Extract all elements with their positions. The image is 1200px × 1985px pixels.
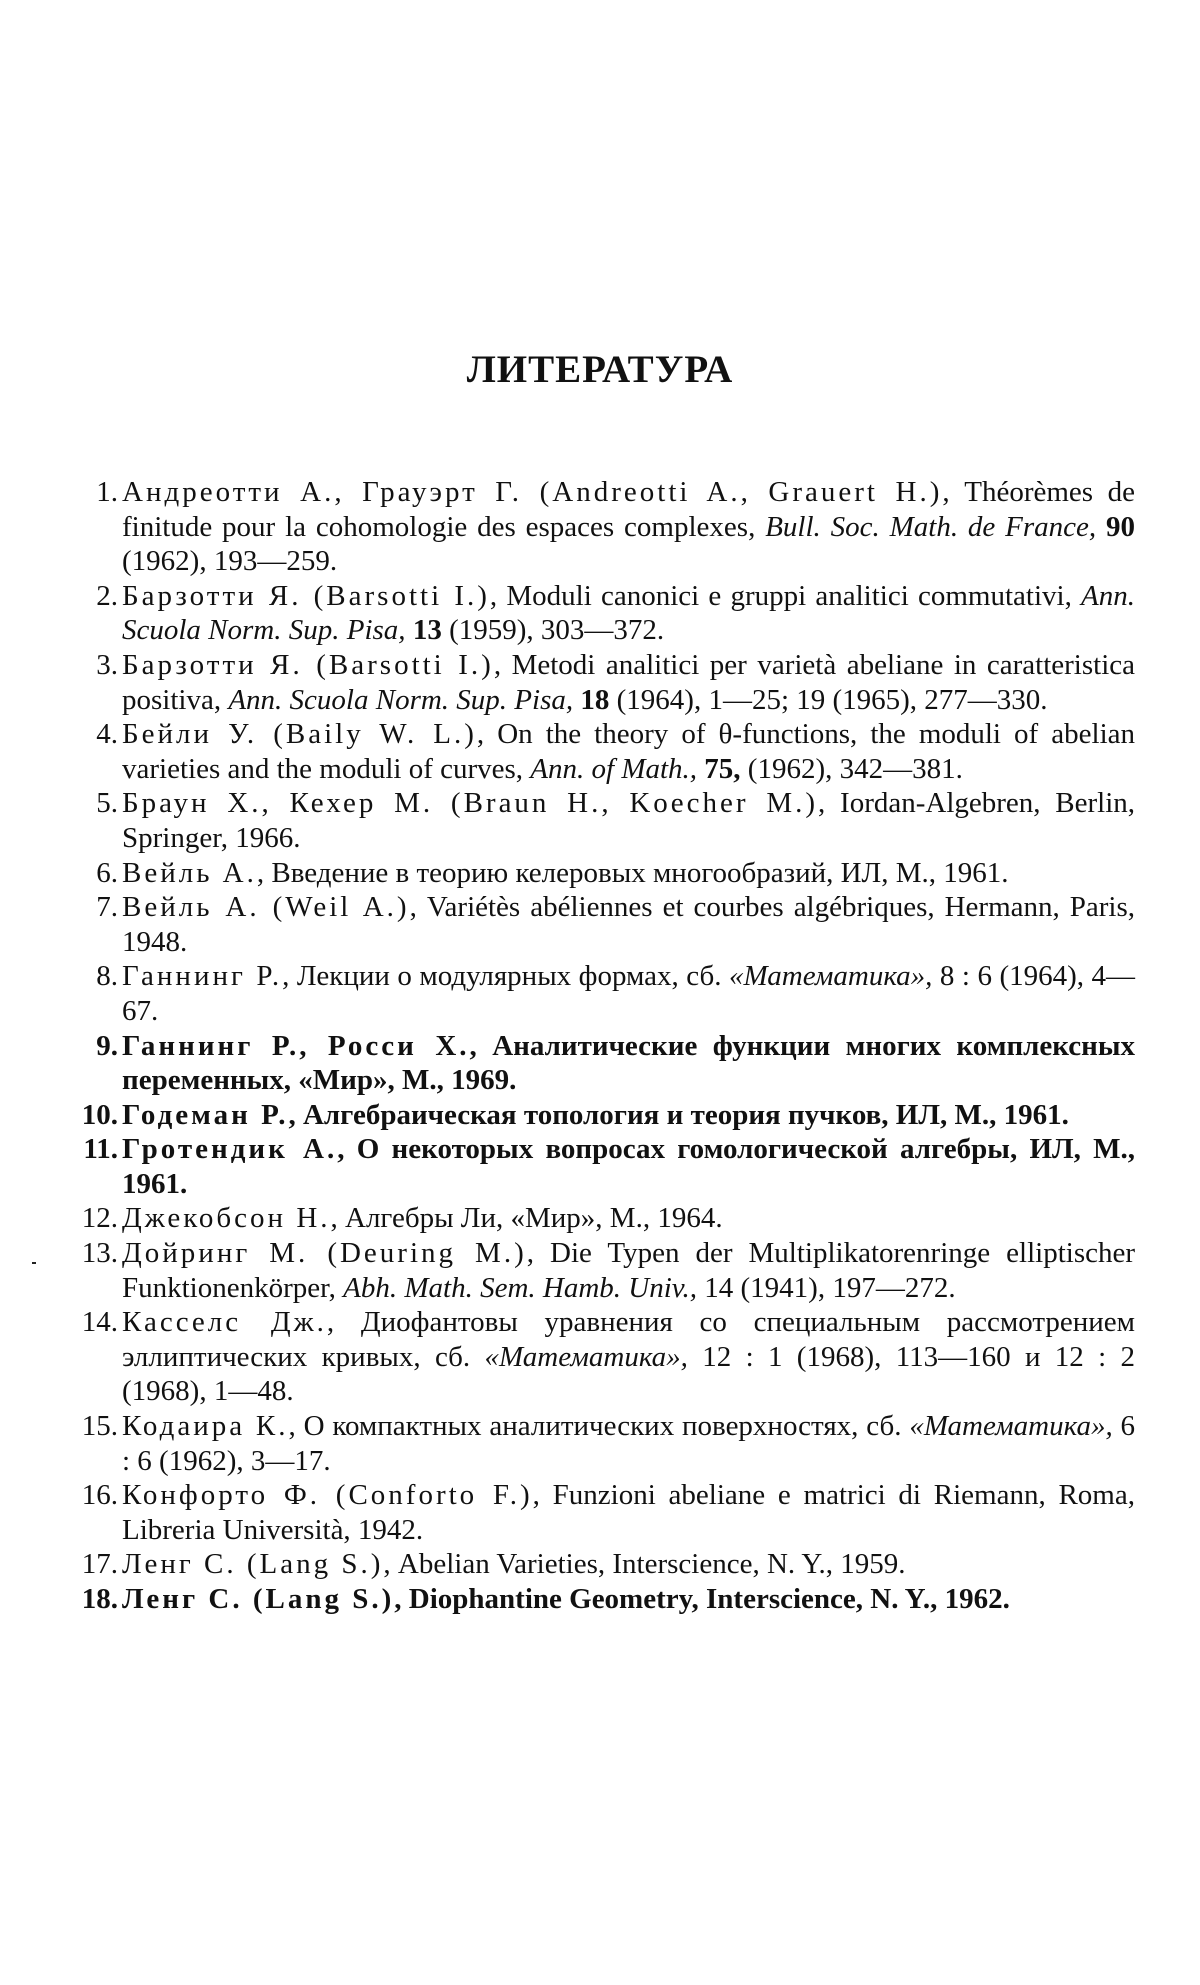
reference-item: 7. Вейль А. (Weil A.), Variétès abéliennes et courbes algébriques, Hermann, Paris, 1948. [60,890,1135,959]
reference-number: 2. [96,579,118,612]
reference-journal: Bull. Soc. Math. de France, [765,510,1097,543]
reference-journal: «Математика», [484,1340,688,1373]
reference-authors: Вейль А. (Weil A.) [122,891,410,924]
page-title: ЛИТЕРАТУРА [466,348,734,391]
reference-title: Théorèmes de finitude pour la cohomologie des espaces complexes, [122,476,1136,543]
reference-item: 17. Ленг С. (Lang S.), Abelian Varieties, Interscience, N. Y., 1959. [60,1547,1135,1582]
reference-list [60,475,1135,1617]
reference-item: 2. Барзотти Я. (Barsotti I.), Moduli canonici e gruppi analitici commutativi, Ann. Scuola Norm. Sup. Pisa, 13 (1959), 303—372. [60,579,1135,648]
reference-authors: Вейль А. [122,856,257,889]
reference-authors: Ленг С. (Lang S.) [122,1548,384,1581]
reference-journal: Ann. Scuola Norm. Sup. Pisa, [228,683,574,716]
reference-number: 7. [96,891,118,924]
reference-item: 10. Годеман Р., Алгебраическая топология и теория пучков, ИЛ, М., 1961. [60,1098,1135,1133]
reference-journal: Ann. of Math., [530,752,698,785]
reference-number: 5. [96,787,118,820]
reference-item: 3. Барзотти Я. (Barsotti I.), Metodi analitici per varietà abeliane in caratteristica positiva, Ann. Scuola Norm. Sup. Pisa, 18 (1964), 1—25; 19 (1965), 277—330. [60,648,1135,717]
reference-item: 13. Дойринг М. (Deuring M.), Die Typen der Multiplikatorenringe elliptischer Funktionenkörper, Abh. Math. Sem. Hamb. Univ., 14 (1941), 197—272. [60,1236,1135,1305]
reference-number: 4. [96,718,118,751]
reference-title: Variétès abéliennes et courbes algébriques, Hermann, Paris, 1948. [122,891,1135,958]
reference-title: Аналитические функции многих комплексных переменных, «Мир», М., 1969. [122,1029,1136,1097]
reference-authors: Барзотти Я. (Barsotti I.) [122,579,490,612]
reference-authors: Джекобсон Н. [122,1202,331,1235]
reference-title: Лекции о модулярных формах, сб. [296,960,722,993]
reference-number: 17. [81,1548,118,1581]
reference-item: 11. Гротендик А., О некоторых вопросах гомологической алгебры, ИЛ, М., 1961. [60,1132,1135,1201]
reference-volume: 75, [704,752,741,785]
reference-number: 1. [96,476,118,508]
reference-volume: 90 [1106,510,1136,543]
reference-title: Диофантовы уравнения со специальным рассмотрением эллиптических кривых, сб. [122,1306,1136,1373]
reference-details: 6 : 6 (1962), 3—17. [122,1410,1136,1477]
reference-title: Moduli canonici e gruppi analitici commutativi, [506,579,1072,612]
reference-authors: Бейли У. (Baily W. L.) [122,718,477,751]
reference-journal: «Математика», [729,960,933,993]
reference-number: 11. [83,1133,118,1166]
reference-item: 14. Касселс Дж., Диофантовы уравнения со специальным рассмотрением эллиптических кривых, сб. «Математика», 12 : 1 (1968), 113—160 и 12 : 2 (1968), 1—48. [60,1305,1135,1409]
reference-item: 18. Ленг С. (Lang S.), Diophantine Geometry, Interscience, N. Y., 1962. [60,1582,1135,1617]
reference-title: Die Typen der Multiplikatorenringe elliptischer Funktionenkörper, [122,1237,1136,1304]
reference-item: 1. Андреотти А., Грауэрт Г. (Andreotti A., Grauert H.), Théorèmes de finitude pour la cohomologie des espaces complexes, Bull. Soc. Math. de France, 90 (1962), 193—259. [60,475,1135,579]
reference-details: (1962), 193—259. [122,545,338,578]
reference-authors: Конфорто Ф. (Conforto F.) [122,1479,533,1512]
reference-details: (1962), 342—381. [747,752,963,785]
reference-number: 8. [96,960,118,993]
reference-details: 12 : 1 (1968), 113—160 и 12 : 2 (1968), 1—48. [122,1340,1136,1408]
reference-authors: Браун Х., Кехер М. (Braun H., Koecher M.) [122,787,819,820]
reference-item: 9. Ганнинг Р., Росси Х., Аналитические функции многих комплексных переменных, «Мир», М., 1969. [60,1029,1135,1098]
reference-title: Diophantine Geometry, Interscience, N. Y., 1962. [408,1583,1010,1615]
reference-item: 12. Джекобсон Н., Алгебры Ли, «Мир», М., 1964. [60,1201,1135,1236]
reference-authors: Годеман Р. [122,1098,289,1131]
reference-volume: 13 [412,614,442,647]
reference-authors: Касселс Дж. [122,1306,327,1339]
reference-item: 15. Кодаира К., О компактных аналитических поверхностях, сб. «Математика», 6 : 6 (1962), 3—17. [60,1409,1135,1478]
margin-mark [32,1262,36,1264]
reference-authors: Кодаира К. [122,1410,289,1443]
reference-journal: Abh. Math. Sem. Hamb. Univ., [343,1271,697,1304]
reference-item: 4. Бейли У. (Baily W. L.), On the theory of θ-functions, the moduli of abelian varieties and the moduli of curves, Ann. of Math., 75, (1962), 342—381. [60,717,1135,786]
reference-authors: Ганнинг Р. [122,960,283,993]
reference-authors: Барзотти Я. (Barsotti I.) [122,648,494,681]
reference-number: 12. [81,1202,118,1235]
reference-details: (1964), 1—25; 19 (1965), 277—330. [616,683,1048,716]
reference-authors: Гротендик А. [122,1133,338,1166]
reference-authors: Дойринг М. (Deuring M.) [122,1237,527,1270]
reference-details: 14 (1941), 197—272. [704,1271,956,1304]
reference-title: Алгебры Ли, «Мир», М., 1964. [345,1202,723,1235]
reference-authors: Андреотти А., Грауэрт Г. (Andreotti A., Grauert H.) [122,476,943,508]
reference-title: Iordan-Algebren, Berlin, Springer, 1966. [122,787,1136,854]
reference-authors: Ганнинг Р., Росси Х. [122,1029,470,1062]
reference-number: 10. [81,1098,118,1131]
reference-title: Metodi analitici per varietà abeliane in caratteristica positiva, [122,648,1136,716]
reference-number: 16. [81,1479,118,1512]
reference-item: 8. Ганнинг Р., Лекции о модулярных формах, сб. «Математика», 8 : 6 (1964), 4—67. [60,959,1135,1028]
reference-number: 18. [81,1583,118,1615]
reference-title: Abelian Varieties, Interscience, N. Y., 1959. [397,1548,906,1581]
reference-title: Funzioni abeliane e matrici di Riemann, Roma, Libreria Università, 1942. [122,1479,1135,1546]
reference-authors: Ленг С. (Lang S.) [122,1583,395,1615]
reference-title: О компактных аналитических поверхностях, сб. [303,1410,902,1443]
reference-item: 5. Браун Х., Кехер М. (Braun H., Koecher M.), Iordan-Algebren, Berlin, Springer, 1966. [60,786,1135,855]
reference-journal: «Математика», [909,1410,1113,1443]
reference-volume: 18 [580,683,610,716]
reference-details: 8 : 6 (1964), 4—67. [122,960,1136,1027]
reference-details: (1959), 303—372. [449,614,665,647]
reference-title: Алгебраическая топология и теория пучков, ИЛ, М., 1961. [302,1098,1069,1131]
reference-title: О некоторых вопросах гомологической алгебры, ИЛ, М., 1961. [122,1133,1135,1200]
reference-number: 9. [96,1029,118,1062]
reference-title: On the theory of θ-functions, the moduli of abelian varieties and the moduli of curves, [122,718,1135,785]
reference-journal: Ann. Scuola Norm. Sup. Pisa, [122,579,1135,647]
reference-number: 15. [81,1410,118,1443]
reference-item: 6. Вейль А., Введение в теорию келеровых многообразий, ИЛ, М., 1961. [60,856,1135,891]
reference-number: 3. [96,648,118,681]
reference-number: 6. [96,856,118,889]
reference-number: 13. [81,1237,118,1270]
reference-title: Введение в теорию келеровых многообразий, ИЛ, М., 1961. [271,856,1009,889]
reference-number: 14. [81,1306,118,1339]
reference-item: 16. Конфорто Ф. (Conforto F.), Funzioni abeliane e matrici di Riemann, Roma, Libreria Università, 1942. [60,1478,1135,1547]
